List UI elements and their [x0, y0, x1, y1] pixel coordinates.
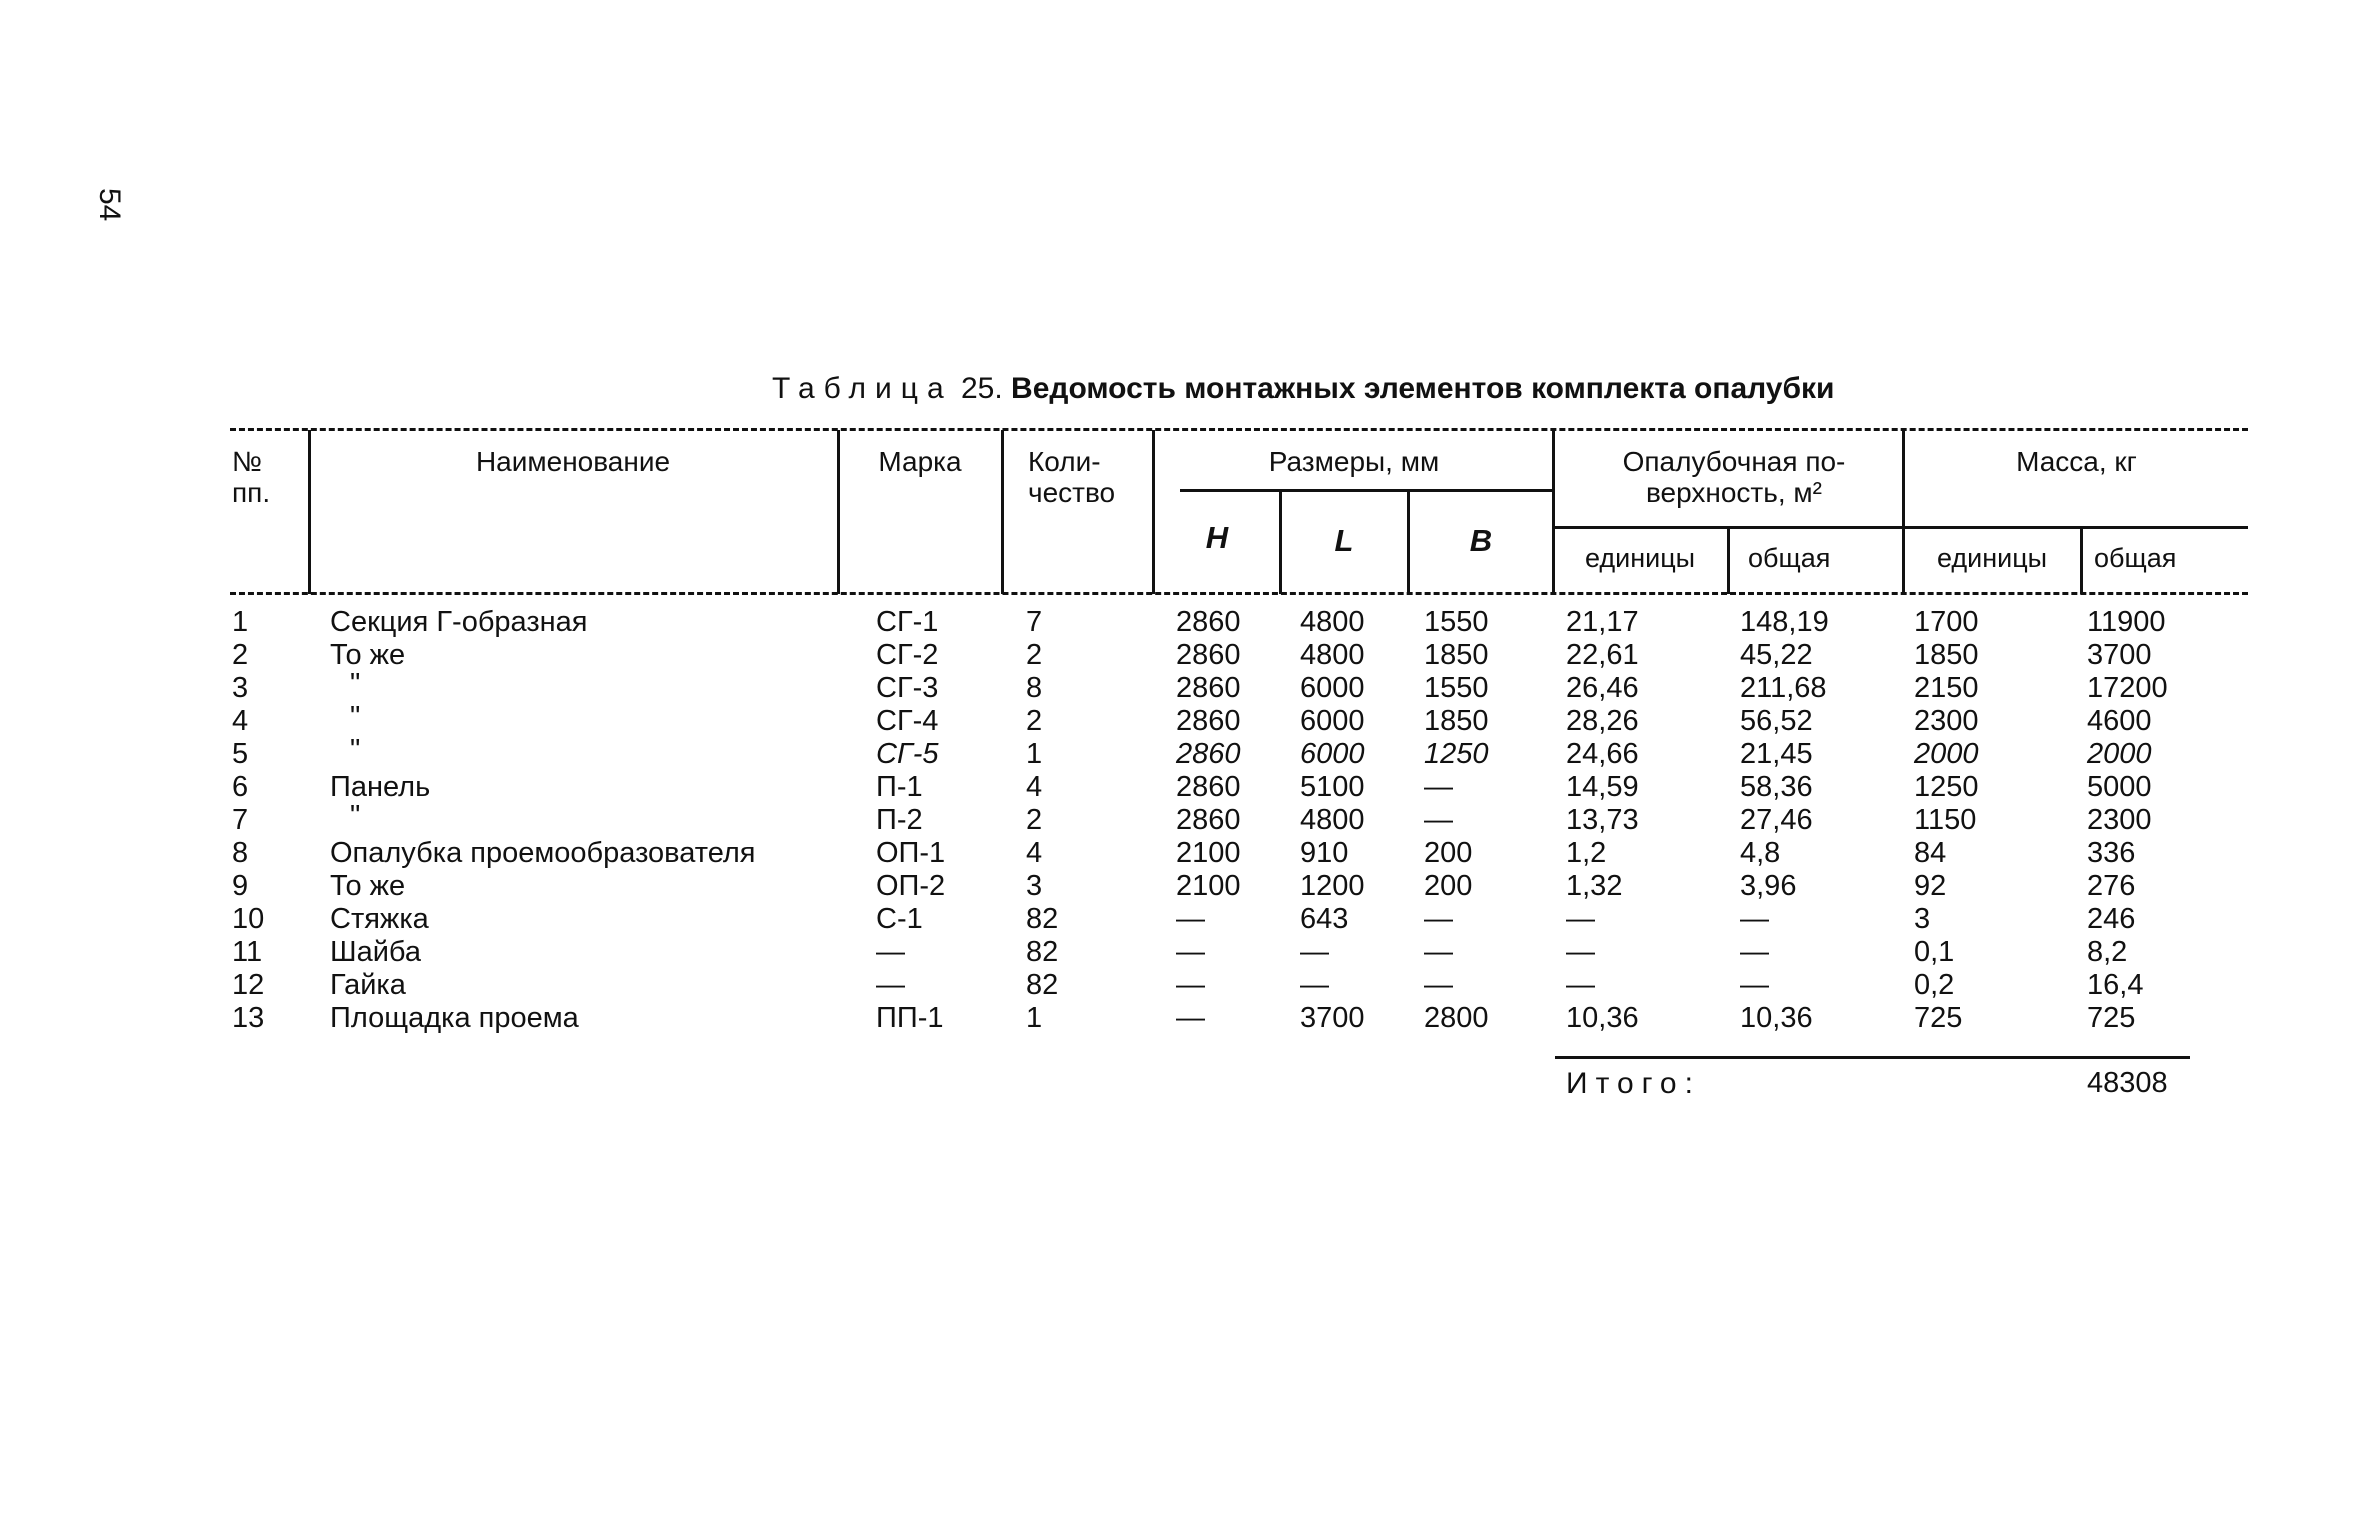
cell-no: 4 [232, 705, 249, 737]
caption-label: Таблица [772, 372, 953, 405]
cell-mass-unit: 1700 [1914, 606, 1979, 638]
cell-no: 12 [232, 969, 265, 1001]
cell-mark: ОП-1 [876, 837, 946, 869]
cell-mass-total: 8,2 [2087, 936, 2128, 968]
cell-mark: С-1 [876, 903, 923, 935]
cell-mark: СГ-4 [876, 705, 939, 737]
cell-l: 4800 [1300, 804, 1365, 836]
cell-surface-unit: 22,61 [1566, 639, 1639, 671]
cell-name: " [350, 668, 361, 700]
header-dims: Размеры, мм [1268, 446, 1440, 477]
cell-surface-total: 4,8 [1740, 837, 1781, 869]
cell-no: 2 [232, 639, 249, 671]
cell-mark: СГ-3 [876, 672, 939, 704]
cell-qty: 82 [1026, 903, 1059, 935]
table-caption [772, 372, 1834, 406]
cell-b: 2800 [1424, 1002, 1489, 1034]
cell-surface-unit: 14,59 [1566, 771, 1639, 803]
col-rule-3 [1001, 430, 1004, 594]
header-name: Наименование [475, 446, 671, 477]
cell-h: 2860 [1176, 672, 1241, 704]
cell-h: — [1176, 936, 1205, 968]
cell-name: " [350, 734, 361, 766]
cell-mark: — [876, 936, 905, 968]
cell-surface-unit: 24,66 [1566, 738, 1639, 770]
cell-surface-unit: 13,73 [1566, 804, 1639, 836]
cell-surface-total: — [1740, 936, 1769, 968]
cell-name: " [350, 701, 361, 733]
cell-l: 4800 [1300, 606, 1365, 638]
cell-b: — [1424, 969, 1453, 1001]
cell-qty: 7 [1026, 606, 1043, 638]
cell-surface-unit: 28,26 [1566, 705, 1639, 737]
header-no: № пп. [232, 446, 271, 508]
cell-l: 1200 [1300, 870, 1365, 902]
header-surface-total: общая [1748, 543, 1831, 573]
cell-surface-unit: — [1566, 969, 1595, 1001]
cell-name: " [350, 800, 361, 832]
cell-surface-unit: 21,17 [1566, 606, 1639, 638]
cell-surface-total: 58,36 [1740, 771, 1813, 803]
col-rule-8 [1727, 528, 1730, 594]
cell-name: То же [330, 870, 406, 902]
cell-l: 6000 [1300, 705, 1365, 737]
cell-name: Шайба [330, 936, 421, 968]
header-qty: Коли- чество [1028, 446, 1116, 508]
cell-no: 1 [232, 606, 249, 638]
cell-surface-total: 148,19 [1740, 606, 1829, 638]
cell-no: 3 [232, 672, 249, 704]
cell-name: Опалубка проемообразователя [330, 837, 756, 869]
cell-mass-total: 16,4 [2087, 969, 2144, 1001]
cell-mark: СГ-1 [876, 606, 939, 638]
cell-mass-total: 3700 [2087, 639, 2152, 671]
cell-h: 2100 [1176, 870, 1241, 902]
cell-mass-unit: 2000 [1914, 738, 1979, 770]
total-value: 48308 [2087, 1067, 2168, 1099]
cell-mark: П-2 [876, 804, 923, 836]
cell-name: Площадка проема [330, 1002, 579, 1034]
cell-no: 8 [232, 837, 249, 869]
cell-mass-unit: 0,2 [1914, 969, 1955, 1001]
cell-h: — [1176, 903, 1205, 935]
cell-surface-total: 45,22 [1740, 639, 1813, 671]
cell-mass-unit: 1250 [1914, 771, 1979, 803]
cell-qty: 82 [1026, 969, 1059, 1001]
cell-b: 1550 [1424, 606, 1489, 638]
cell-l: 5100 [1300, 771, 1365, 803]
header-mass-unit: единицы [1936, 543, 2048, 573]
cell-name: То же [330, 639, 406, 671]
cell-mass-unit: 725 [1914, 1002, 1963, 1034]
cell-l: 643 [1300, 903, 1349, 935]
cell-qty: 2 [1026, 639, 1043, 671]
cell-qty: 1 [1026, 1002, 1043, 1034]
cell-surface-total: 3,96 [1740, 870, 1797, 902]
header-mass-total: общая [2094, 543, 2177, 573]
cell-h: — [1176, 969, 1205, 1001]
cell-h: 2860 [1176, 738, 1241, 770]
cell-surface-total: 211,68 [1740, 672, 1827, 704]
cell-l: 6000 [1300, 738, 1365, 770]
cell-qty: 8 [1026, 672, 1043, 704]
cell-no: 11 [232, 936, 263, 968]
cell-b: — [1424, 936, 1453, 968]
cell-mark: ПП-1 [876, 1002, 944, 1034]
cell-no: 10 [232, 903, 265, 935]
cell-l: — [1300, 936, 1329, 968]
cell-l: 6000 [1300, 672, 1365, 704]
cell-l: — [1300, 969, 1329, 1001]
cell-qty: 4 [1026, 837, 1043, 869]
total-label: Итого: [1566, 1067, 1701, 1100]
cell-b: — [1424, 804, 1453, 836]
cell-no: 9 [232, 870, 249, 902]
cell-mass-total: 2000 [2087, 738, 2152, 770]
cell-surface-total: 21,45 [1740, 738, 1813, 770]
cell-surface-unit: 26,46 [1566, 672, 1639, 704]
header-b: B [1469, 523, 1493, 558]
cell-name: Панель [330, 771, 431, 803]
cell-mass-total: 4600 [2087, 705, 2152, 737]
cell-surface-total: — [1740, 903, 1769, 935]
header-l: L [1334, 523, 1354, 558]
cell-surface-total: — [1740, 969, 1769, 1001]
cell-mass-unit: 1150 [1914, 804, 1977, 836]
cell-h: 2860 [1176, 705, 1241, 737]
cell-mass-unit: 84 [1914, 837, 1947, 869]
cell-mass-total: 725 [2087, 1002, 2136, 1034]
cell-surface-total: 56,52 [1740, 705, 1813, 737]
cell-mass-unit: 1850 [1914, 639, 1979, 671]
table-top-rule [230, 428, 2248, 431]
cell-mass-total: 2300 [2087, 804, 2152, 836]
cell-no: 6 [232, 771, 249, 803]
col-rule-10 [2080, 528, 2083, 594]
cell-surface-total: 27,46 [1740, 804, 1813, 836]
cell-b: 1850 [1424, 639, 1489, 671]
col-rule-1 [308, 430, 311, 594]
cell-no: 5 [232, 738, 249, 770]
cell-h: 2860 [1176, 606, 1241, 638]
cell-mark: П-1 [876, 771, 923, 803]
cell-mass-total: 246 [2087, 903, 2136, 935]
cell-no: 7 [232, 804, 249, 836]
cell-b: — [1424, 771, 1453, 803]
cell-surface-unit: 1,32 [1566, 870, 1623, 902]
cell-qty: 82 [1026, 936, 1059, 968]
cell-h: 2860 [1176, 771, 1241, 803]
header-mass: Масса, кг [2016, 446, 2137, 477]
cell-name: Гайка [330, 969, 406, 1001]
cell-h: — [1176, 1002, 1205, 1034]
cell-mark: — [876, 969, 905, 1001]
col-rule-2 [837, 430, 840, 594]
cell-qty: 4 [1026, 771, 1043, 803]
cell-mark: ОП-2 [876, 870, 946, 902]
cell-b: 200 [1424, 837, 1473, 869]
cell-no: 13 [232, 1002, 265, 1034]
cell-mass-total: 336 [2087, 837, 2136, 869]
cell-surface-unit: 1,2 [1566, 837, 1607, 869]
cell-mass-unit: 3 [1914, 903, 1931, 935]
cell-h: 2100 [1176, 837, 1241, 869]
header-surface: Опалубочная по- верхность, м² [1622, 446, 1846, 508]
cell-qty: 1 [1026, 738, 1043, 770]
total-rule [1555, 1056, 2190, 1059]
cell-qty: 2 [1026, 705, 1043, 737]
page-number: 54 [93, 188, 126, 222]
cell-l: 3700 [1300, 1002, 1365, 1034]
caption-number: 25. [960, 372, 1003, 405]
cell-surface-unit: — [1566, 936, 1595, 968]
cell-qty: 3 [1026, 870, 1043, 902]
cell-mark: СГ-2 [876, 639, 939, 671]
cell-l: 910 [1300, 837, 1349, 869]
cell-mark: СГ-5 [876, 738, 939, 770]
caption-title: Ведомость монтажных элементов комплекта опалубки [1011, 372, 1835, 405]
header-mark: Марка [878, 446, 962, 477]
surface-divider-rule [1555, 526, 1905, 529]
cell-b: 200 [1424, 870, 1473, 902]
mass-divider-rule [1905, 526, 2248, 529]
cell-mass-total: 276 [2087, 870, 2136, 902]
cell-qty: 2 [1026, 804, 1043, 836]
cell-mass-unit: 92 [1914, 870, 1947, 902]
dims-divider-rule [1180, 489, 1552, 492]
cell-mass-unit: 2150 [1914, 672, 1979, 704]
cell-mass-total: 17200 [2087, 672, 2168, 704]
cell-name: Секция Г-образная [330, 606, 588, 638]
cell-b: 1850 [1424, 705, 1489, 737]
cell-mass-total: 5000 [2087, 771, 2152, 803]
cell-name: Стяжка [330, 903, 429, 935]
cell-mass-unit: 2300 [1914, 705, 1979, 737]
cell-l: 4800 [1300, 639, 1365, 671]
cell-b: 1250 [1424, 738, 1489, 770]
header-bottom-rule [230, 592, 2248, 595]
cell-mass-unit: 0,1 [1914, 936, 1955, 968]
cell-h: 2860 [1176, 639, 1241, 671]
cell-h: 2860 [1176, 804, 1241, 836]
cell-b: 1550 [1424, 672, 1489, 704]
header-surface-unit: единицы [1584, 543, 1696, 573]
cell-surface-total: 10,36 [1740, 1002, 1813, 1034]
cell-surface-unit: — [1566, 903, 1595, 935]
header-h: H [1205, 520, 1229, 555]
cell-mass-total: 11900 [2087, 606, 2166, 638]
cell-surface-unit: 10,36 [1566, 1002, 1639, 1034]
cell-b: — [1424, 903, 1453, 935]
col-rule-4 [1152, 430, 1155, 594]
